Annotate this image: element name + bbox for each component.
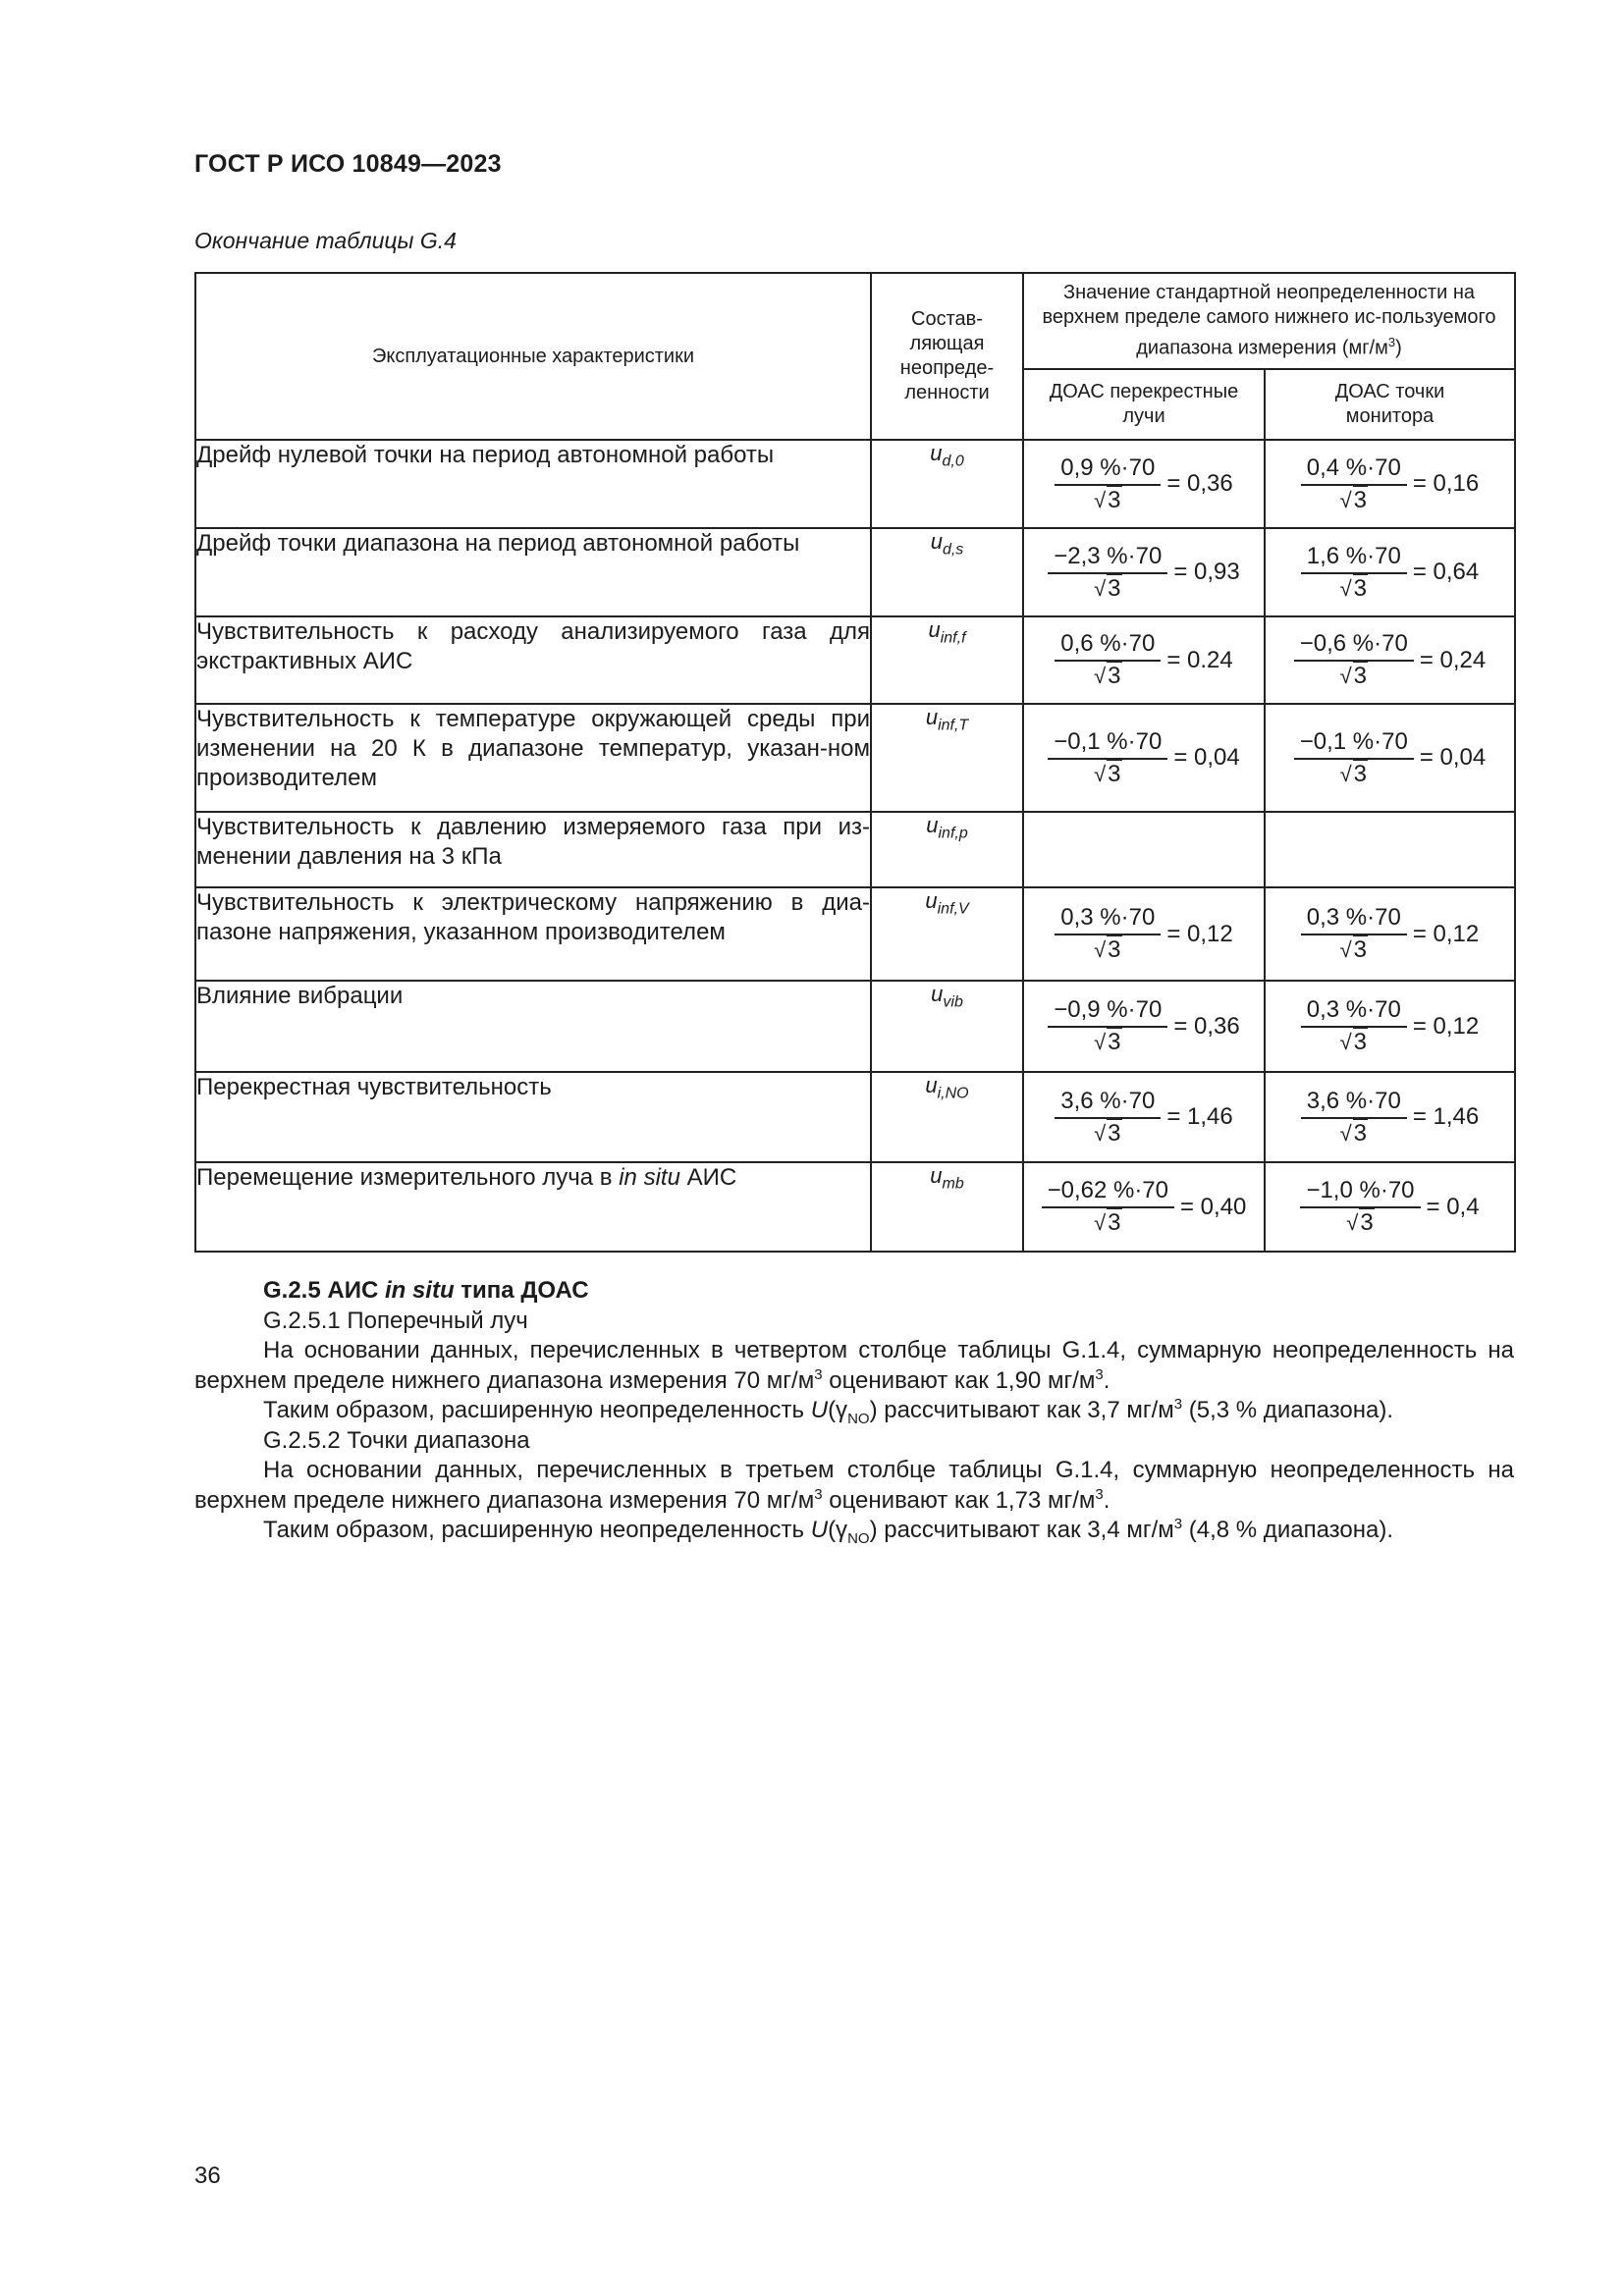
row-uncertainty-symbol: $u_{mb}$ bbox=[871, 1162, 1023, 1252]
row-value-monitor-points bbox=[1265, 887, 1515, 981]
paragraph-2: Таким образом, расширенную неопределенность $U(\gamma_{NO})$ рассчитывают как 3,7 $мг/м^3$ (5,3 % диапазона). bbox=[263, 1396, 1393, 1427]
fraction-formula bbox=[1055, 1087, 1232, 1148]
sqrt-icon: √ bbox=[1339, 487, 1352, 512]
fraction-numerator: −0,9 %·70 bbox=[1048, 995, 1167, 1028]
table-row bbox=[195, 1162, 1515, 1252]
fraction-formula bbox=[1055, 903, 1232, 965]
row-value-monitor-points bbox=[1265, 1162, 1515, 1252]
fraction-result: = 0,36 bbox=[1173, 1012, 1240, 1040]
fraction-numerator: 0,9 %·70 bbox=[1055, 454, 1161, 486]
row-value-cross-beams bbox=[1023, 981, 1265, 1072]
row-value-empty bbox=[1023, 812, 1265, 887]
row-uncertainty-symbol: $u_{d,s}$ bbox=[871, 528, 1023, 616]
row-value-cross-beams bbox=[1023, 1072, 1265, 1162]
sqrt-radicand: 3 bbox=[1353, 760, 1367, 787]
paragraph-3: На основании данных, перечисленных в третьем столбце таблицы G.1.4, суммарную неопределенность на верхнем пределе нижнего диапазона измерения 70 $мг/м^3$ оценивают как 1,73 $мг/м^3$. bbox=[194, 1457, 1514, 1514]
page-number: 36 bbox=[194, 2163, 221, 2189]
sqrt-radicand: 3 bbox=[1108, 574, 1121, 602]
row-value-cross-beams bbox=[1023, 1162, 1265, 1252]
sqrt-icon: √ bbox=[1094, 664, 1107, 688]
fraction-result: = 0,04 bbox=[1173, 744, 1240, 771]
sqrt-icon: √ bbox=[1094, 487, 1107, 512]
sqrt-radicand: 3 bbox=[1108, 936, 1121, 963]
sqrt-radicand: 3 bbox=[1360, 1209, 1374, 1236]
sqrt-icon: √ bbox=[1094, 1120, 1107, 1146]
row-characteristic: Чувствительность к температуре окружающей среды при изменении на 20 К в диапазоне температур, указан-ном производителем bbox=[195, 704, 871, 812]
section-heading: G.2.5 АИС in situ типа ДОАС bbox=[263, 1277, 589, 1304]
fraction-result: = 0,40 bbox=[1180, 1193, 1247, 1220]
fraction-formula bbox=[1294, 629, 1486, 691]
fraction-formula bbox=[1301, 995, 1479, 1057]
fraction-result: = 0,93 bbox=[1173, 559, 1240, 585]
body-text bbox=[194, 1276, 1514, 1546]
row-uncertainty-symbol: $u_{d,0}$ bbox=[871, 440, 1023, 528]
sqrt-icon: √ bbox=[1339, 1030, 1352, 1054]
fraction-formula bbox=[1055, 629, 1232, 691]
table-row bbox=[195, 887, 1515, 981]
row-uncertainty-symbol: $u_{i,NO}$ bbox=[871, 1072, 1023, 1162]
row-uncertainty-symbol: $u_{inf,f}$ bbox=[871, 616, 1023, 704]
table-row bbox=[195, 616, 1515, 704]
fraction-result: = 0,36 bbox=[1166, 470, 1233, 497]
fraction-numerator: 1,6 %·70 bbox=[1301, 542, 1407, 574]
row-uncertainty-symbol: $u_{inf,T}$ bbox=[871, 704, 1023, 812]
table-row bbox=[195, 704, 1515, 812]
sqrt-icon: √ bbox=[1094, 937, 1107, 962]
sqrt-radicand: 3 bbox=[1108, 1119, 1121, 1147]
fraction-formula bbox=[1055, 454, 1232, 515]
header-component: Состав-ляющая неопреде-ленности bbox=[871, 273, 1023, 440]
fraction-numerator: −2,3 %·70 bbox=[1048, 542, 1167, 574]
fraction-formula bbox=[1294, 727, 1486, 789]
row-value-monitor-points bbox=[1265, 981, 1515, 1072]
sqrt-radicand: 3 bbox=[1353, 663, 1367, 689]
row-uncertainty-symbol: $u_{inf,V}$ bbox=[871, 887, 1023, 981]
fraction-numerator: 0,3 %·70 bbox=[1055, 903, 1161, 935]
row-characteristic: Чувствительность к давлению измеряемого газа при из-менении давления на 3 кПа bbox=[195, 812, 871, 887]
table-row bbox=[195, 812, 1515, 887]
sqrt-radicand: 3 bbox=[1353, 936, 1368, 963]
sqrt-icon: √ bbox=[1339, 761, 1352, 786]
sqrt-icon: √ bbox=[1094, 1030, 1107, 1054]
paragraph-4: Таким образом, расширенную неопределенность $U(\gamma_{NO})$ рассчитывают как 3,4 $мг/м^3$ (4,8 % диапазона). bbox=[263, 1516, 1393, 1547]
fraction-formula bbox=[1301, 454, 1479, 515]
sqrt-icon: √ bbox=[1094, 1210, 1107, 1235]
sqrt-icon: √ bbox=[1346, 1210, 1359, 1235]
fraction-numerator: 0,4 %·70 bbox=[1301, 454, 1407, 486]
header-uncertainty-value: Значение стандартной неопределенности на верхнем пределе самого нижнего ис-пользуемого диапазона измерения $(мг/м^3)$ bbox=[1023, 273, 1515, 369]
table-row bbox=[195, 528, 1515, 616]
sqrt-radicand: 3 bbox=[1353, 1029, 1368, 1055]
row-characteristic: Перекрестная чувствительность bbox=[195, 1072, 871, 1162]
fraction-result: = 0.24 bbox=[1166, 646, 1233, 673]
fraction-numerator: −0,1 %·70 bbox=[1294, 727, 1414, 760]
fraction-formula bbox=[1048, 542, 1239, 604]
sqrt-icon: √ bbox=[1339, 937, 1352, 962]
fraction-formula bbox=[1048, 727, 1239, 789]
fraction-numerator: 0,3 %·70 bbox=[1301, 995, 1407, 1028]
fraction-result: = 0,24 bbox=[1419, 646, 1487, 673]
row-value-monitor-points bbox=[1265, 704, 1515, 812]
sqrt-icon: √ bbox=[1339, 1120, 1352, 1146]
row-characteristic: Перемещение измерительного луча в in situ АИС bbox=[195, 1162, 871, 1252]
fraction-result: = 0,4 bbox=[1426, 1193, 1480, 1220]
fraction-numerator: −0,6 %·70 bbox=[1294, 629, 1414, 662]
fraction-result: = 0,12 bbox=[1166, 920, 1233, 947]
fraction-formula bbox=[1048, 995, 1239, 1057]
header-doas-monitor-points: ДОАС точки монитора bbox=[1265, 369, 1515, 440]
row-value-cross-beams bbox=[1023, 528, 1265, 616]
fraction-result: = 0,64 bbox=[1412, 559, 1480, 585]
subsection-heading-2: G.2.5.2 Точки диапазона bbox=[263, 1426, 530, 1454]
table-row bbox=[195, 981, 1515, 1072]
row-value-cross-beams bbox=[1023, 887, 1265, 981]
row-value-monitor-points bbox=[1265, 1072, 1515, 1162]
fraction-formula bbox=[1301, 903, 1479, 965]
table-row bbox=[195, 1072, 1515, 1162]
sqrt-radicand: 3 bbox=[1353, 1119, 1368, 1147]
sqrt-radicand: 3 bbox=[1353, 574, 1368, 602]
row-value-empty bbox=[1265, 812, 1515, 887]
uncertainty-table bbox=[194, 272, 1516, 1253]
row-value-monitor-points bbox=[1265, 616, 1515, 704]
row-characteristic: Дрейф точки диапазона на период автономной работы bbox=[195, 528, 871, 616]
fraction-result: = 0,16 bbox=[1412, 470, 1480, 497]
row-uncertainty-symbol: $u_{vib}$ bbox=[871, 981, 1023, 1072]
fraction-result: = 1,46 bbox=[1412, 1103, 1480, 1130]
header-characteristics: Эксплуатационные характеристики bbox=[195, 273, 871, 440]
sqrt-radicand: 3 bbox=[1108, 760, 1121, 787]
row-value-monitor-points bbox=[1265, 528, 1515, 616]
paragraph-1: На основании данных, перечисленных в четвертом столбце таблицы G.1.4, суммарную неопределенность на верхнем пределе нижнего диапазона измерения 70 $мг/м^3$ оценивают как 1,90 $мг/м^3$. bbox=[194, 1337, 1514, 1394]
fraction-formula bbox=[1042, 1176, 1247, 1238]
row-characteristic: Дрейф нулевой точки на период автономной работы bbox=[195, 440, 871, 528]
fraction-formula bbox=[1301, 542, 1479, 604]
row-value-cross-beams bbox=[1023, 616, 1265, 704]
fraction-formula bbox=[1300, 1176, 1479, 1238]
subsection-heading-1: G.2.5.1 Поперечный луч bbox=[263, 1307, 528, 1334]
fraction-result: = 0,12 bbox=[1412, 920, 1480, 947]
fraction-result: = 0,04 bbox=[1419, 744, 1487, 771]
fraction-result: = 1,46 bbox=[1166, 1103, 1233, 1130]
document-header: ГОСТ Р ИСО 10849—2023 bbox=[194, 150, 502, 178]
sqrt-radicand: 3 bbox=[1108, 663, 1121, 689]
sqrt-radicand: 3 bbox=[1108, 1029, 1121, 1055]
fraction-numerator: 3,6 %·70 bbox=[1055, 1087, 1161, 1119]
row-value-cross-beams bbox=[1023, 704, 1265, 812]
fraction-numerator: 0,6 %·70 bbox=[1055, 629, 1161, 662]
fraction-result: = 0,12 bbox=[1412, 1012, 1480, 1040]
table-row bbox=[195, 440, 1515, 528]
sqrt-icon: √ bbox=[1339, 664, 1352, 688]
row-characteristic: Чувствительность к электрическому напряжению в диа-пазоне напряжения, указанном производителем bbox=[195, 887, 871, 981]
fraction-numerator: 3,6 %·70 bbox=[1301, 1087, 1407, 1119]
table-caption: Окончание таблицы G.4 bbox=[194, 228, 457, 253]
fraction-formula bbox=[1301, 1087, 1479, 1148]
fraction-numerator: 0,3 %·70 bbox=[1301, 903, 1407, 935]
sqrt-icon: √ bbox=[1094, 575, 1107, 601]
sqrt-radicand: 3 bbox=[1353, 486, 1368, 513]
sqrt-icon: √ bbox=[1094, 761, 1107, 786]
sqrt-icon: √ bbox=[1339, 575, 1352, 601]
row-characteristic: Чувствительность к расходу анализируемого газа для экстрактивных АИС bbox=[195, 616, 871, 704]
row-uncertainty-symbol: $u_{inf,p}$ bbox=[871, 812, 1023, 887]
row-value-monitor-points bbox=[1265, 440, 1515, 528]
fraction-numerator: −1,0 %·70 bbox=[1300, 1176, 1420, 1208]
header-doas-cross-beams: ДОАС перекрестные лучи bbox=[1023, 369, 1265, 440]
fraction-numerator: −0,1 %·70 bbox=[1048, 727, 1167, 760]
sqrt-radicand: 3 bbox=[1108, 1209, 1121, 1236]
row-value-cross-beams bbox=[1023, 440, 1265, 528]
row-characteristic: Влияние вибрации bbox=[195, 981, 871, 1072]
sqrt-radicand: 3 bbox=[1108, 486, 1121, 513]
fraction-numerator: −0,62 %·70 bbox=[1042, 1176, 1174, 1208]
